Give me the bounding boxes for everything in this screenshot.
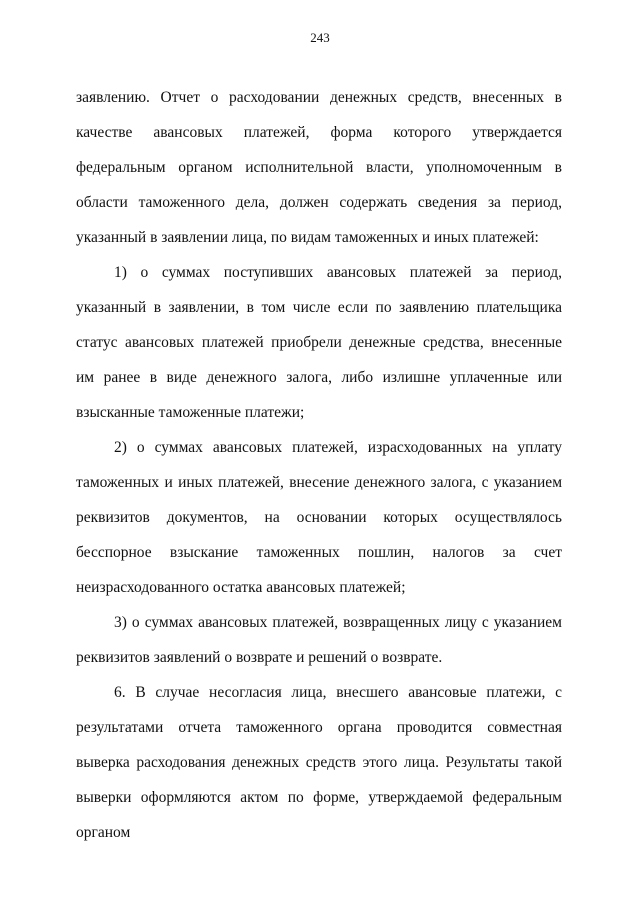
document-body [76,80,562,850]
paragraph-item-1: 1) о суммах поступивших авансовых платежей за период, указанный в заявлении, в том числе если по заявлению плательщика статус авансовых платежей приобрели денежные средства, внесенные им ранее в виде денежного залога, либо излишне уплаченные или взысканные таможенные платежи; [76,264,562,421]
page-number: 243 [310,30,330,45]
paragraph-item-3: 3) о суммах авансовых платежей, возвращенных лицу с указанием реквизитов заявлений о возврате и решений о возврате. [76,614,562,666]
paragraph-section-6: 6. В случае несогласия лица, внесшего авансовые платежи, с результатами отчета таможенного органа проводится совместная выверка расходования денежных средств этого лица. Результаты такой выверки оформляются актом по форме, утверждаемой федеральным органом [76,684,562,841]
paragraph-item-2: 2) о суммах авансовых платежей, израсходованных на уплату таможенных и иных платежей, внесение денежного залога, с указанием реквизитов документов, на основании которых осуществлялось бесспорное взыскание таможенных пошлин, налогов за счет неизрасходованного остатка авансовых платежей; [76,439,562,596]
paragraph-continuation: заявлению. Отчет о расходовании денежных средств, внесенных в качестве авансовых платежей, форма которого утверждается федеральным органом исполнительной власти, уполномоченным в области таможенного дела, должен содержать сведения за период, указанный в заявлении лица, по видам таможенных и иных платежей: [76,89,562,246]
